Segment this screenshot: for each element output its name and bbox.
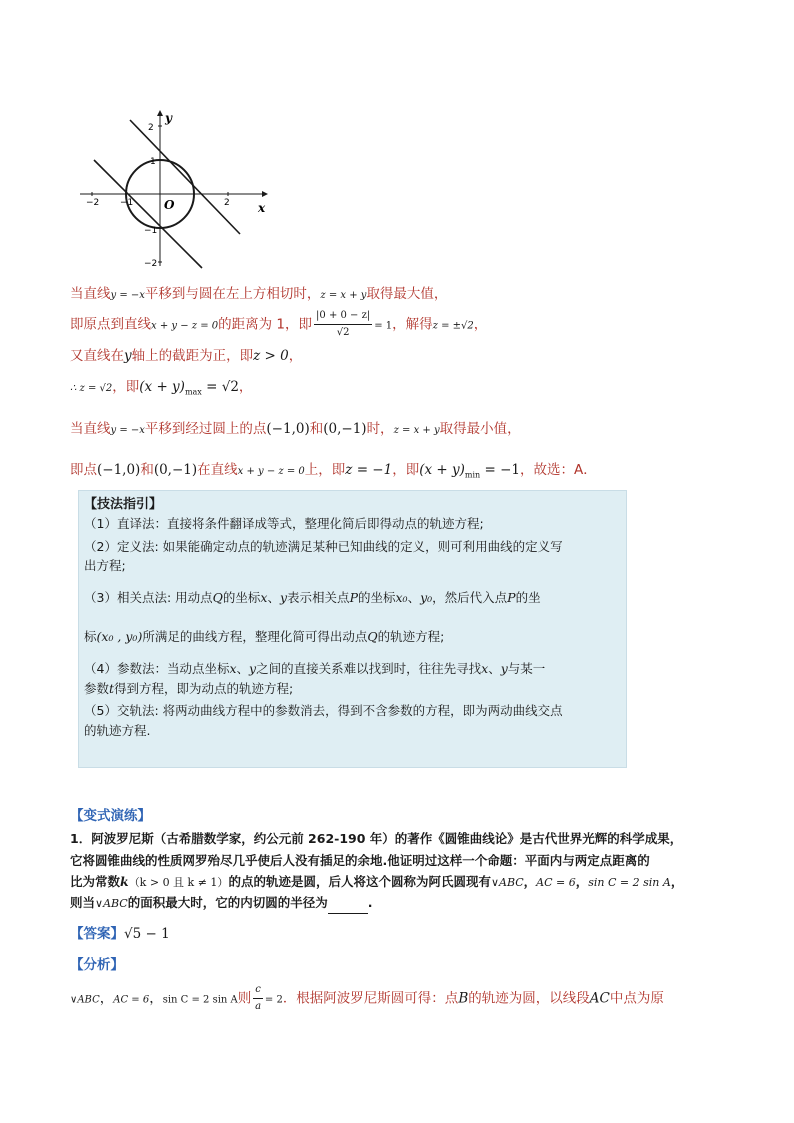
math: = 2 — [264, 994, 283, 1006]
math: x — [229, 661, 237, 676]
text: 的坐标 — [357, 590, 396, 605]
text: 之间的直接关系难以找到时，往往先寻找 — [256, 661, 482, 676]
exercise-para-2: 它将圆锥曲线的性质网罗殆尽几乎使后人没有插足的余地.他证明过这样一个命题：平面内与两定点距离的 — [70, 853, 650, 868]
x-axis-label: x — [258, 201, 266, 215]
math: (x₀ , y₀) — [96, 629, 143, 644]
solution-line-5 — [70, 419, 521, 441]
math: x — [260, 590, 268, 605]
math: B — [458, 990, 469, 1007]
exercise-para-3 — [70, 872, 683, 893]
text: 、 — [267, 590, 280, 605]
text: 的坐 — [515, 590, 541, 605]
line-min — [94, 160, 202, 268]
tip-5a: （5）交轨法: 将两动曲线方程中的参数消去，得到不含参数的方程，即为两动曲线交点 — [84, 703, 563, 718]
text: 轴上的截距为正，即 — [131, 348, 254, 364]
solution-line-1 — [70, 284, 447, 306]
text: ，即 — [392, 462, 420, 478]
text: 则当 — [70, 895, 96, 910]
math: sin C = 2 sin A — [162, 994, 238, 1006]
text: ，解得 — [392, 316, 433, 333]
math: AC — [589, 990, 610, 1007]
math: ∨ABC — [490, 876, 524, 889]
math: ∴ z = √2 — [70, 383, 113, 394]
text: ， — [149, 990, 163, 1007]
math: z = x + y — [320, 290, 367, 301]
math: P — [507, 590, 516, 605]
tip-3a — [84, 589, 541, 607]
exercise-para-1: 1．阿波罗尼斯（古希腊数学家，约公元前 262-190 年）的著作《圆锥曲线论》是古代世界光辉的科学成果， — [70, 831, 683, 846]
math: y — [249, 661, 257, 676]
text: 上，即 — [304, 462, 346, 478]
denominator: √2 — [336, 327, 350, 338]
tip-2a: （2）定义法: 如果能确定动点的轨迹满足某种已知曲线的定义，则可利用曲线的定义写 — [84, 539, 563, 554]
text: 时， — [366, 421, 394, 437]
y-axis-label: y — [165, 111, 172, 125]
denominator: a — [255, 1001, 262, 1012]
text: ， — [238, 379, 253, 395]
text: 即点 — [70, 462, 97, 478]
text: ，然后代入点 — [432, 590, 508, 605]
math: （k > 0 且 k ≠ 1） — [128, 876, 229, 889]
tick-label-x-neg1: −1 — [120, 198, 134, 208]
math: (0,−1) — [153, 462, 198, 478]
math: x — [481, 661, 489, 676]
math: AC = 6 — [113, 994, 150, 1006]
solution-line-3 — [70, 346, 302, 366]
tick-label-y-neg2: −2 — [144, 259, 158, 269]
tip-1: （1）直译法：直接将条件翻译成等式，整理化简后即得动点的轨迹方程; — [84, 516, 484, 531]
text: 的点的轨迹是圆，后人将这个圆称为阿氏圆现有 — [228, 874, 491, 889]
analysis-label: 【分析】 — [70, 957, 124, 973]
math: AC = 6 — [536, 876, 576, 889]
answer-line — [70, 924, 170, 944]
text: 表示相关点 — [287, 590, 350, 605]
math: y₀ — [420, 590, 433, 605]
subscript: max — [184, 387, 202, 397]
math: k — [120, 874, 129, 889]
exercise-heading: 【变式演练】 — [70, 808, 151, 824]
text: 中点为原 — [609, 990, 664, 1007]
answer-value: √5 − 1 — [124, 926, 170, 942]
math: = −1 — [480, 462, 520, 478]
origin-label: O — [164, 198, 175, 212]
text: 比为常数 — [70, 874, 121, 889]
text: 平移到经过圆上的点 — [144, 421, 267, 437]
math: z = x + y — [393, 425, 440, 436]
text: 当直线 — [70, 421, 111, 437]
tip-4b — [84, 680, 293, 698]
tip-3b — [84, 628, 444, 646]
math: P — [349, 590, 358, 605]
tick-label-y-1: 1 — [150, 157, 156, 167]
exercise-para-4 — [70, 893, 372, 914]
text: 、 — [236, 661, 250, 676]
ratio-fraction — [253, 982, 263, 1015]
math: x + y − z = 0 — [237, 466, 305, 477]
x-axis-arrow — [262, 191, 268, 197]
text: 与某一 — [507, 661, 546, 676]
circle-tangent-figure — [74, 106, 274, 271]
text: 当直线 — [70, 286, 111, 302]
text: 的轨迹为圆，以线段 — [468, 990, 590, 1007]
math: y — [279, 590, 288, 605]
tick-label-y-2: 2 — [148, 123, 154, 133]
math: ∨ABC — [70, 994, 100, 1006]
answer-label: 【答案】 — [70, 926, 124, 942]
solution-line-4 — [70, 377, 252, 403]
text: 在直线 — [197, 462, 238, 478]
tips-title: 【技法指引】 — [84, 497, 163, 512]
text: ， — [288, 348, 303, 364]
math: Q — [212, 590, 223, 605]
text: ， — [670, 874, 684, 889]
text: （3）相关点法: 用动点 — [84, 590, 213, 605]
math: y = −x — [110, 290, 145, 301]
math: (0,−1) — [323, 421, 367, 437]
tip-2b: 出方程; — [84, 558, 126, 573]
tip-4a — [84, 660, 545, 678]
text: 的轨迹方程; — [377, 629, 445, 644]
math: (x + y) — [139, 379, 185, 395]
math: ∨ABC — [95, 897, 128, 910]
text: 所满足的曲线方程，整理化简可得出动点 — [142, 629, 368, 644]
tick-label-x-2: 2 — [224, 198, 230, 208]
text: ．根据阿波罗尼斯圆可得：点 — [282, 990, 459, 1007]
text: 、 — [407, 590, 421, 605]
text: 则 — [237, 990, 252, 1007]
text: 标 — [84, 629, 97, 644]
numerator: |0 + 0 − z| — [314, 308, 372, 325]
math: sin C = 2 sin A — [588, 876, 671, 889]
text: 平移到与圆在左上方相切时， — [144, 286, 321, 302]
math: x + y − z = 0 — [151, 320, 219, 332]
text: ， — [473, 316, 488, 333]
text: . — [367, 895, 373, 910]
answer-blank — [328, 899, 368, 914]
solution-line-6 — [70, 460, 597, 486]
text: 又直线在 — [70, 348, 124, 364]
text: ， — [575, 874, 589, 889]
text: 、 — [488, 661, 501, 676]
text: 即原点到直线 — [70, 316, 151, 333]
math: x₀ — [395, 590, 408, 605]
text: ， — [99, 990, 114, 1007]
text: 参数 — [84, 681, 110, 696]
math: z = −1 — [345, 462, 393, 478]
text: 的坐标 — [222, 590, 261, 605]
text: （4）参数法：当动点坐标 — [84, 661, 230, 676]
math: = 1 — [374, 320, 393, 332]
text: 取得最小值， — [439, 421, 521, 437]
numerator: c — [253, 982, 263, 999]
y-axis-arrow — [157, 110, 163, 116]
text: 和 — [309, 421, 324, 437]
solution-line-2 — [70, 308, 487, 343]
tip-5b: 的轨迹方程. — [84, 723, 151, 738]
math: z > 0 — [253, 348, 289, 364]
tick-label-x-neg2: −2 — [86, 198, 100, 208]
math: t — [109, 681, 115, 696]
math: z = ±√2 — [432, 320, 474, 332]
text: 取得最大值， — [366, 286, 448, 302]
subscript: min — [464, 470, 481, 480]
distance-fraction — [314, 308, 372, 341]
tick-label-y-neg1: −1 — [144, 226, 158, 236]
text: 的距离为 1，即 — [218, 316, 313, 333]
analysis-line-1 — [70, 982, 664, 1016]
math: (x + y) — [419, 462, 465, 478]
math: = √2 — [201, 379, 239, 395]
math: Q — [367, 629, 378, 644]
text: 和 — [140, 462, 154, 478]
math: (−1,0) — [266, 421, 310, 437]
text: ，即 — [112, 379, 140, 395]
math: (−1,0) — [97, 462, 141, 478]
text: 得到方程，即为动点的轨迹方程; — [114, 681, 294, 696]
math: y — [124, 348, 132, 364]
math: y = −x — [110, 425, 145, 436]
math: y — [500, 661, 508, 676]
text: ，故选：A． — [519, 462, 597, 478]
text: ， — [523, 874, 537, 889]
text: 的面积最大时，它的内切圆的半径为 — [127, 895, 328, 910]
